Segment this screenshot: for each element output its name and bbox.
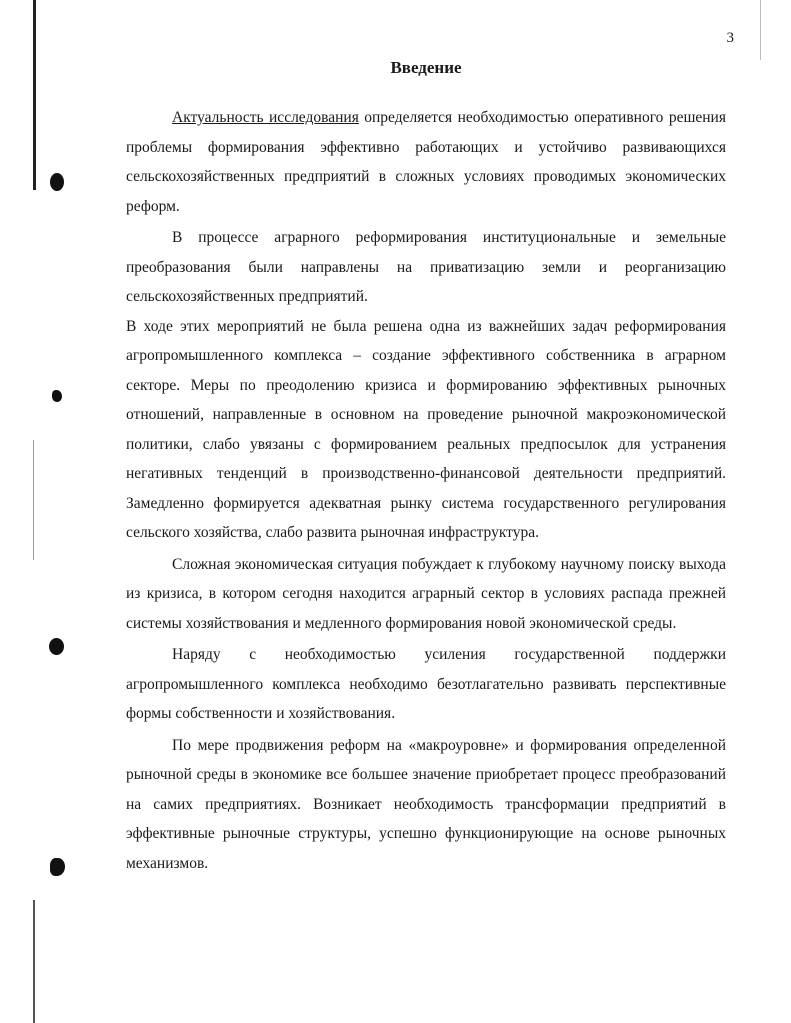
page-number: 3 — [726, 30, 734, 46]
document-body — [126, 103, 726, 878]
scan-edge-line — [760, 0, 761, 60]
paragraph-text: определяется необходимостью оперативного решения проблемы формирования эффективно работающих и устойчиво развивающихся сельскохозяйственных предприятий в сложных условиях проводимых экономических реформ. — [126, 109, 726, 215]
page-title: Введение — [390, 58, 462, 77]
scan-edge-line — [33, 440, 34, 560]
paragraph: В процессе аграрного реформирования институциональные и земельные преобразования были направлены на приватизацию земли и реорганизацию сельскохозяйственных предприятий. — [126, 229, 726, 305]
scan-edge-line — [33, 900, 35, 1023]
paragraph: В ходе этих мероприятий не была решена одна из важнейших задач реформирования агропромышленного комплекса – создание эффективного собственника в аграрном секторе. Меры по преодолению кризиса и формированию эффективных рыночных отношений, направленные в основном на проведение рыночной макроэкономической политики, слабо увязаны с формированием реальных предпосылок для устранения негативных тенденций в производственно-финансовой деятельности предприятий. Замедленно формируется адекватная рынку система государственного регулирования сельского хозяйства, слабо развита рыночная инфраструктура. — [126, 317, 726, 541]
paragraph: По мере продвижения реформ на «макроуровне» и формирования определенной рыночной среды в экономике все большее значение приобретает процесс преобразований на самих предприятиях. Возникает необходимость трансформации предприятий в эффективные рыночные структуры, успешно функционирующие на основе рыночных механизмов. — [126, 736, 726, 872]
punch-hole — [52, 390, 62, 402]
punch-hole — [50, 858, 65, 876]
paragraph: Наряду с необходимостью усиления государственной поддержки агропромышленного комплекса необходимо безотлагательно развивать перспективные формы собственности и хозяйствования. — [126, 646, 726, 722]
paragraph: Сложная экономическая ситуация побуждает к глубокому научному поиску выхода из кризиса, в котором сегодня находится аграрный сектор в условиях распада прежней системы хозяйствования и медленного формирования новой экономической среды. — [126, 555, 726, 632]
paragraph — [126, 103, 726, 221]
scan-edge-line — [33, 0, 36, 190]
punch-hole — [50, 173, 64, 191]
underlined-lead: Актуальность исследования — [172, 109, 359, 126]
punch-hole — [49, 638, 64, 655]
